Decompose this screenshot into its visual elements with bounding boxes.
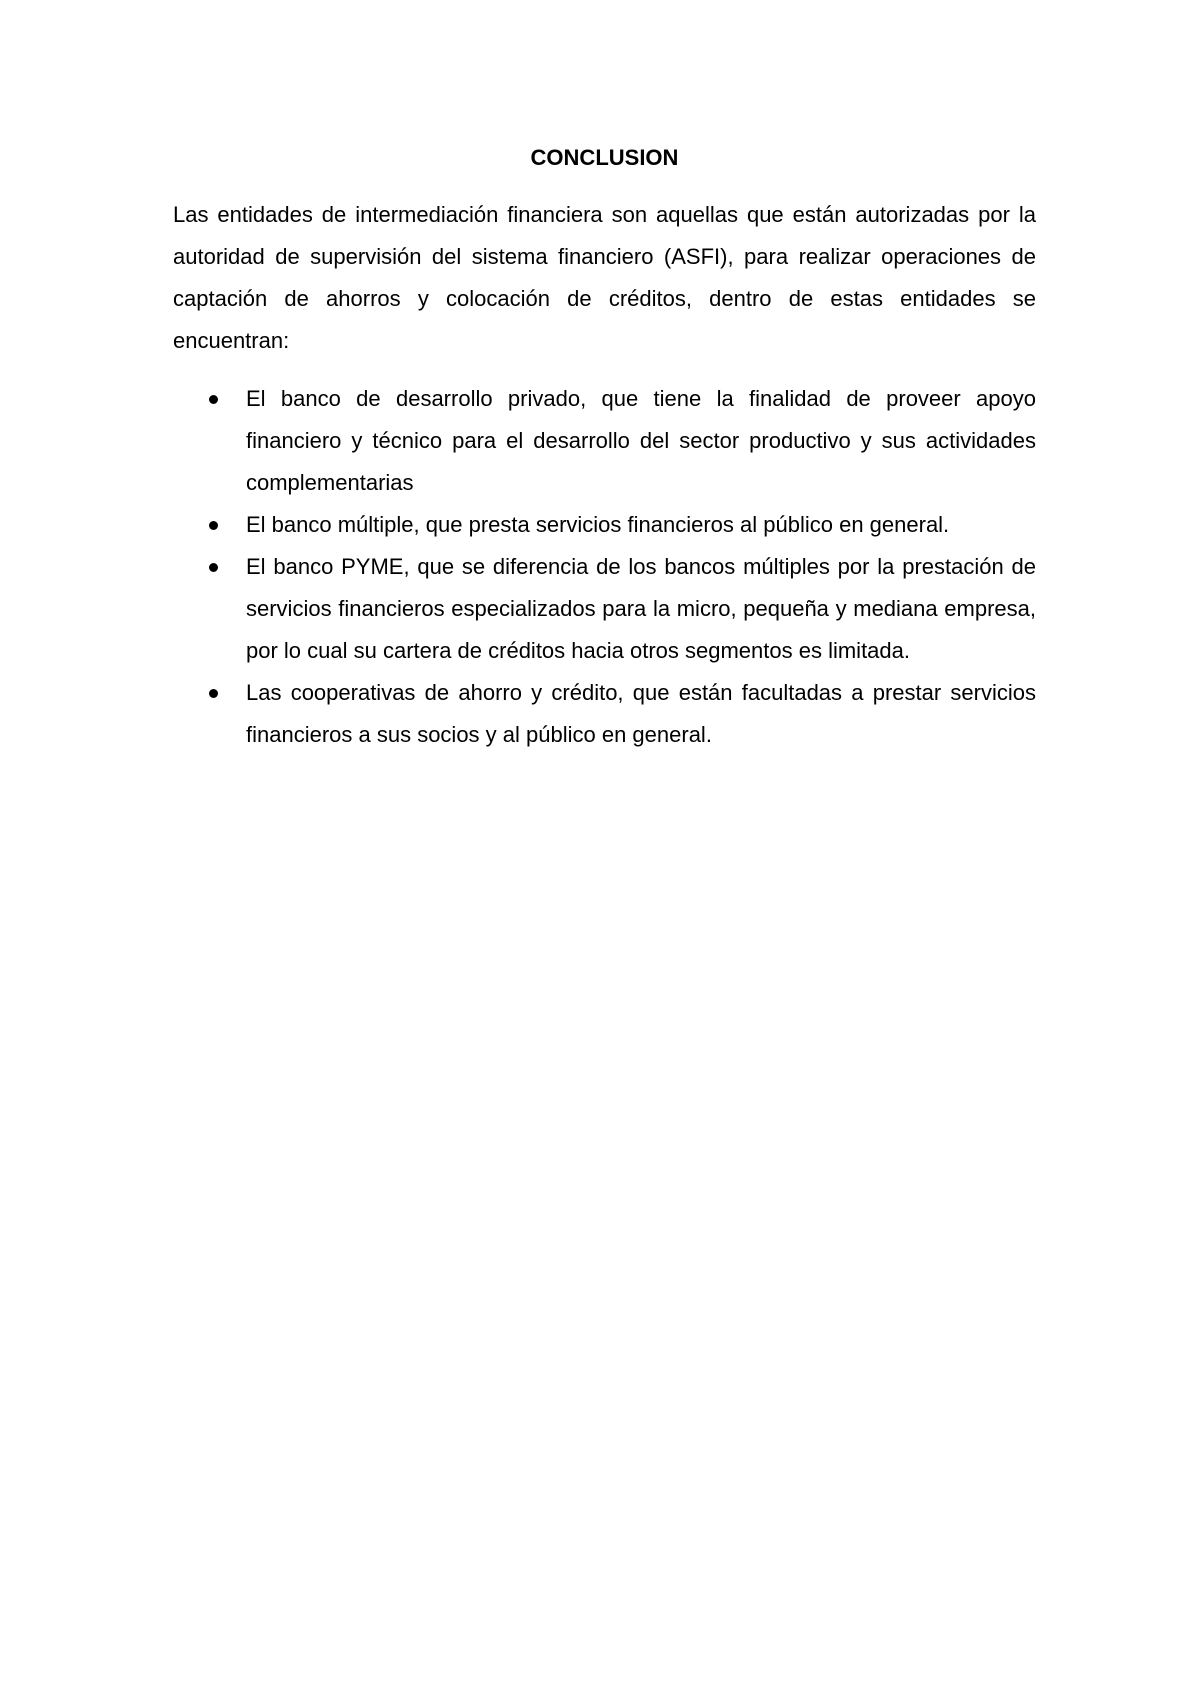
document-title: CONCLUSION — [530, 145, 679, 170]
list-item-text: El banco múltiple, que presta servicios financieros al público en general. — [246, 512, 950, 537]
list-item — [173, 504, 1036, 546]
list-item-text: El banco PYME, que se diferencia de los bancos múltiples por la prestación de servicios financieros especializados para la micro, pequeña y mediana empresa, por lo cual su cartera de créditos hacia otros segmentos es limitada. — [246, 554, 1036, 663]
entity-bullet-list — [173, 378, 1036, 756]
bullet-icon — [209, 521, 218, 530]
list-item-text: El banco de desarrollo privado, que tiene la finalidad de proveer apoyo financiero y técnico para el desarrollo del sector productivo y sus actividades complementarias — [246, 386, 1036, 495]
list-item — [173, 378, 1036, 504]
bullet-icon — [209, 563, 218, 572]
list-item-text: Las cooperativas de ahorro y crédito, que están facultadas a prestar servicios financieros a sus socios y al público en general. — [246, 680, 1036, 747]
document-content — [173, 140, 1036, 756]
intro-paragraph: Las entidades de intermediación financiera son aquellas que están autorizadas por la autoridad de supervisión del sistema financiero (ASFI), para realizar operaciones de captación de ahorros y colocación de créditos, dentro de estas entidades se encuentran: — [173, 202, 1036, 353]
list-item — [173, 546, 1036, 672]
bullet-icon — [209, 395, 218, 404]
bullet-icon — [209, 689, 218, 698]
list-item — [173, 672, 1036, 756]
